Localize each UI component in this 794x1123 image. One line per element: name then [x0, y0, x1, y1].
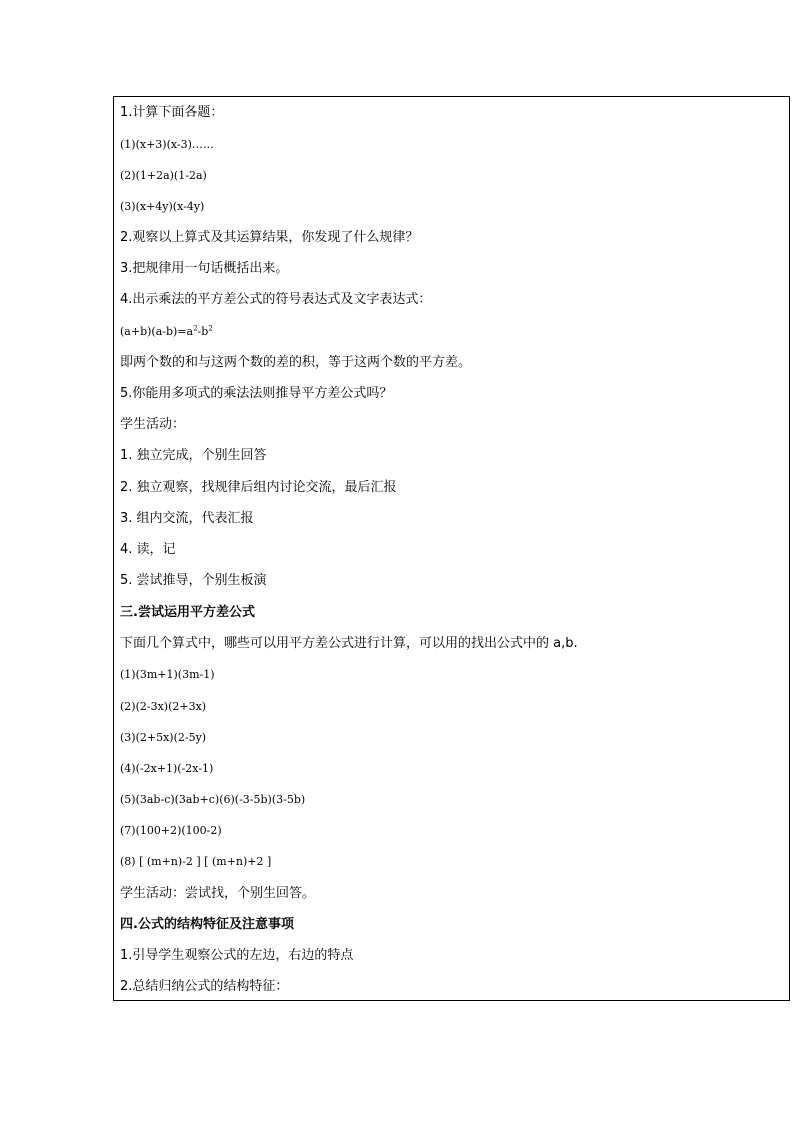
structure-step-1: 1.引导学生观察公式的左边，右边的特点: [120, 948, 354, 963]
formula-part-2: -b: [197, 325, 209, 338]
task-intro: 1.计算下面各题：: [120, 105, 224, 120]
exercise-2: (2)(1+2a)(1-2a): [120, 169, 207, 182]
practice-7: (7)(100+2)(100-2): [120, 824, 222, 837]
student-activity-label: 学生活动：: [120, 417, 186, 432]
document-table-cell: [113, 96, 790, 1001]
activity-item-1: 1. 独立完成，个别生回答: [120, 448, 267, 463]
activity-item-3: 3. 组内交流，代表汇报: [120, 511, 254, 526]
question-observe: 2.观察以上算式及其运算结果，你发现了什么规律？: [120, 230, 419, 245]
formula-exponent-2: 2: [208, 324, 213, 333]
structure-step-2: 2.总结归纳公式的结构特征：: [120, 979, 289, 994]
activity-item-2: 2. 独立观察，找规律后组内讨论交流，最后汇报: [120, 480, 397, 495]
activity-item-5: 5. 尝试推导，个别生板演: [120, 573, 267, 588]
formula-words: 即两个数的和与这两个数的差的积，等于这两个数的平方差。: [120, 355, 472, 370]
section-heading-4: 四.公式的结构特征及注意事项: [120, 917, 294, 932]
activity-item-4: 4. 读，记: [120, 542, 176, 557]
question-summarize: 3.把规律用一句话概括出来。: [120, 261, 289, 276]
formula-exponent-1: 2: [193, 324, 198, 333]
exercise-1: (1)(x+3)(x-3)……: [120, 138, 214, 151]
section-heading-3: 三.尝试运用平方差公式: [120, 605, 255, 620]
question-derive: 5.你能用多项式的乘法法则推导平方差公式吗？: [120, 386, 393, 401]
practice-instructions: 下面几个算式中，哪些可以用平方差公式进行计算，可以用的找出公式中的 a,b.: [120, 636, 578, 651]
practice-8: (8) [ (m+n)-2 ] [ (m+n)+2 ]: [120, 855, 272, 868]
practice-3: (3)(2+5x)(2-5y): [120, 731, 207, 744]
practice-5-6: (5)(3ab-c)(3ab+c)(6)(-3-5b)(3-5b): [120, 793, 306, 806]
exercise-3: (3)(x+4y)(x-4y): [120, 200, 205, 213]
formula-intro: 4.出示乘法的平方差公式的符号表达式及文字表达式：: [120, 292, 432, 307]
practice-2: (2)(2-3x)(2+3x): [120, 700, 207, 713]
difference-of-squares-formula: [120, 324, 213, 340]
practice-4: (4)(-2x+1)(-2x-1): [120, 762, 214, 775]
formula-part-1: (a+b)(a-b)=a: [120, 325, 194, 338]
student-activity-practice: 学生活动：尝试找，个别生回答。: [120, 886, 316, 901]
practice-1: (1)(3m+1)(3m-1): [120, 668, 215, 681]
